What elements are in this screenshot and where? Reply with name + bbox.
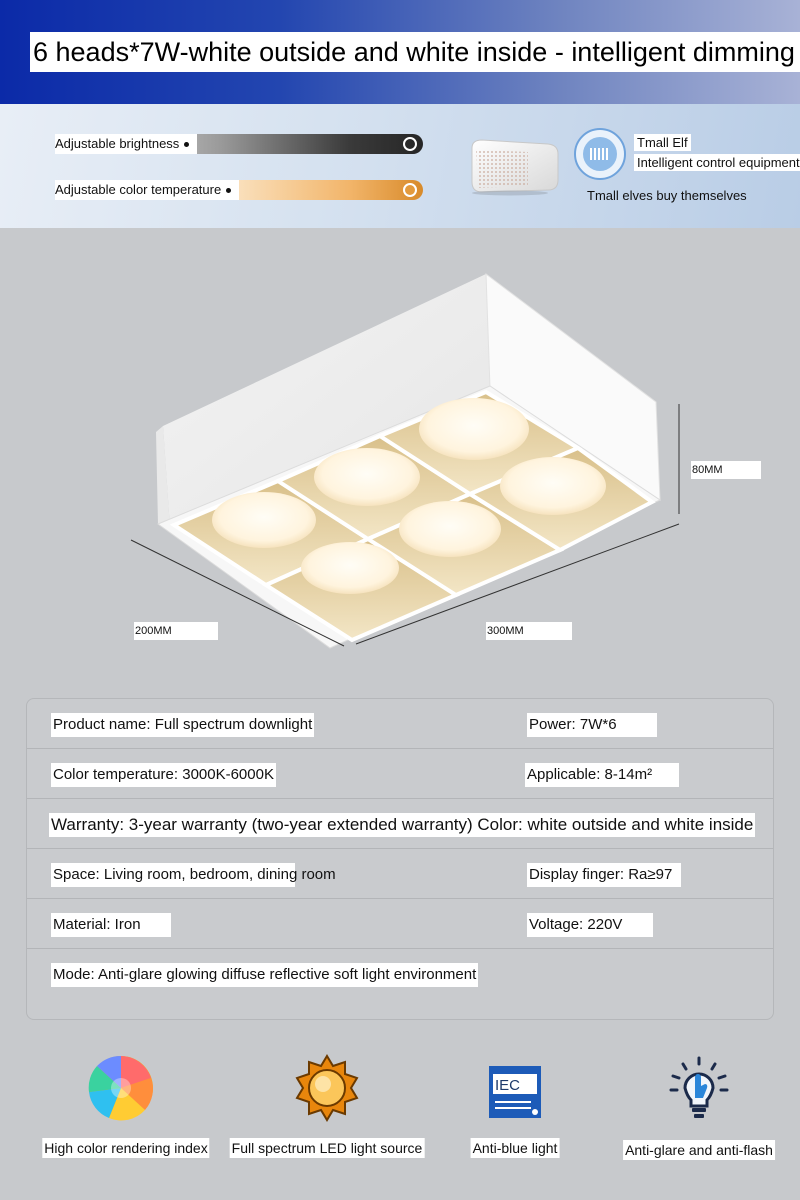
- control-feature-band: [0, 104, 800, 228]
- feature-color-rendering: [26, 1048, 216, 1178]
- feature-full-spectrum: [232, 1048, 422, 1178]
- material-cell: Material: Iron: [51, 913, 171, 937]
- iec-certificate-icon: [481, 1054, 549, 1122]
- feature-anti-glare: [604, 1048, 794, 1178]
- smart-speaker-icon: [466, 134, 562, 196]
- color-temp-knob-icon: [403, 183, 417, 197]
- feature-label: Anti-blue light: [472, 1140, 558, 1156]
- downlight-illustration: [0, 228, 800, 688]
- warranty-cell: Warranty: 3-year warranty (two-year extended warranty) Color: white outside and white inside: [49, 813, 755, 837]
- table-row: [27, 849, 773, 899]
- product-render: [0, 228, 800, 688]
- color-wheel-icon: [87, 1054, 155, 1122]
- table-row: [27, 699, 773, 749]
- applicable-cell: Applicable: 8-14m²: [525, 763, 679, 787]
- product-name-cell: Product name: Full spectrum downlight: [51, 713, 314, 737]
- power-cell: Power: 7W*6: [527, 713, 657, 737]
- sun-icon: [293, 1054, 361, 1122]
- table-row: [27, 749, 773, 799]
- feature-anti-blue: [420, 1048, 610, 1178]
- tmall-elf-icon: [574, 128, 626, 180]
- display-finger-cell: Display finger: Ra≥97: [527, 863, 681, 887]
- iec-badge-text: IEC: [495, 1077, 521, 1094]
- color-temperature-cell: Color temperature: 3000K-6000K: [51, 763, 276, 787]
- feature-label: Full spectrum LED light source: [231, 1140, 423, 1156]
- color-temp-label-box: [55, 180, 239, 200]
- mode-cell: Mode: Anti-glare glowing diffuse reflective soft light environment: [51, 963, 478, 987]
- space-cell: Space: Living room, bedroom, dining room: [51, 863, 295, 887]
- feature-label: High color rendering index: [44, 1140, 208, 1156]
- elf-note: Tmall elves buy themselves: [587, 188, 747, 203]
- color-temperature-slider: [55, 180, 425, 200]
- feature-label: Anti-glare and anti-flash: [625, 1142, 773, 1158]
- height-dimension-label: 80MM: [691, 461, 761, 479]
- table-row: [27, 949, 773, 999]
- table-row: [27, 899, 773, 949]
- brightness-label: Adjustable brightness: [55, 136, 180, 151]
- depth-dimension-label: 200MM: [134, 622, 218, 640]
- brightness-slider: [55, 134, 425, 154]
- table-row: [27, 799, 773, 849]
- elf-subtitle: Intelligent control equipment: [634, 154, 800, 171]
- brightness-label-box: [55, 134, 197, 154]
- dot-icon: [226, 188, 231, 193]
- header-banner: [0, 0, 800, 104]
- dot-icon: [184, 142, 189, 147]
- page-title: 6 heads*7W-white outside and white inside - intelligent dimming: [30, 32, 800, 72]
- brightness-knob-icon: [403, 137, 417, 151]
- spec-table: [26, 698, 774, 1020]
- elf-title: Tmall Elf: [634, 134, 691, 151]
- width-dimension-label: 300MM: [486, 622, 572, 640]
- hand-bulb-icon: [665, 1054, 733, 1122]
- voltage-cell: Voltage: 220V: [527, 913, 653, 937]
- color-temp-label: Adjustable color temperature: [55, 182, 222, 197]
